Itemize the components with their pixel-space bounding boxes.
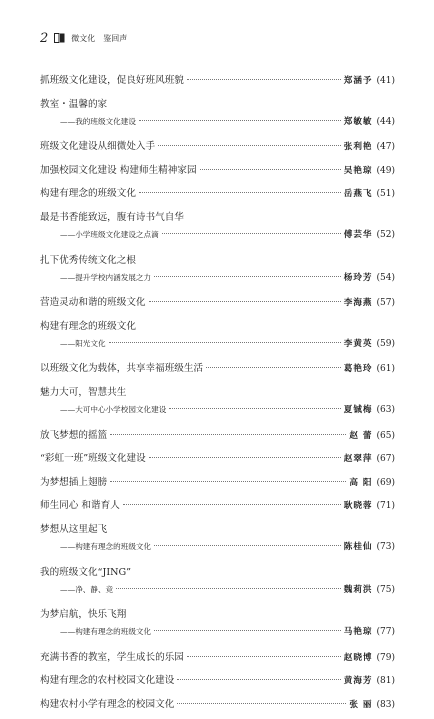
toc-subtitle-row — [40, 625, 395, 649]
toc-page-number: (71) — [376, 501, 395, 512]
dot-leader — [169, 408, 340, 409]
toc-title: 为梦启航，快乐飞翔 — [40, 609, 127, 621]
toc-page-number: (69) — [376, 477, 395, 488]
toc-page-number: (65) — [376, 430, 395, 441]
toc-heading-row — [40, 564, 395, 583]
toc-title: ——构建有理念的班级文化 — [60, 541, 152, 551]
toc-page-number: (61) — [376, 364, 395, 375]
dot-leader — [187, 79, 341, 80]
page-number: 2 — [40, 30, 49, 46]
dot-leader — [149, 301, 341, 302]
toc-author: 张 丽 — [349, 699, 373, 710]
dot-leader — [162, 233, 341, 234]
toc-title: 构建农村小学有理念的校园文化 — [40, 698, 175, 710]
toc-author: 赵晓博 — [343, 652, 373, 663]
toc-author: 郑涵予 — [343, 76, 373, 86]
toc-title: 抓班级文化建设，促良好班风班貌 — [40, 75, 184, 86]
toc-subtitle-row — [40, 540, 395, 564]
toc-row — [40, 138, 395, 162]
toc-subtitle-row — [40, 271, 395, 295]
toc-page-number: (52) — [376, 229, 395, 240]
toc-title: “彩虹一班”班级文化建设 — [40, 453, 146, 465]
toc-row — [40, 672, 395, 696]
toc-subtitle-row — [40, 228, 395, 252]
dot-leader — [154, 630, 341, 631]
toc-title: ——我的班级文化建设 — [60, 116, 136, 126]
toc-row — [40, 649, 395, 673]
toc-title: 构建有理念的农村校园文化建设 — [40, 675, 175, 687]
toc-title: ——小学班级文化建设之点滴 — [60, 229, 159, 239]
toc-page-number: (83) — [376, 699, 395, 710]
series-subtitle: 鉴回声 — [103, 33, 128, 43]
toc-subtitle-row — [40, 403, 395, 427]
toc-page-number: (51) — [376, 189, 395, 200]
toc-heading-row — [40, 606, 395, 625]
toc-row — [40, 497, 395, 521]
dot-leader — [200, 169, 341, 170]
toc-author: 高 阳 — [349, 477, 373, 488]
toc-heading-row — [40, 384, 395, 403]
dot-leader — [139, 120, 341, 121]
toc-author: 夏铖梅 — [343, 404, 373, 415]
toc-page-number: (81) — [376, 676, 395, 687]
book-icon — [54, 33, 65, 43]
toc-heading-row — [40, 209, 395, 228]
toc-row — [40, 162, 395, 186]
toc-row — [40, 72, 395, 96]
toc-author: 魏莉洪 — [343, 584, 373, 595]
toc-author: 陈桂仙 — [343, 541, 373, 552]
toc-title: 构建有理念的班级文化 — [40, 188, 136, 200]
toc-title: ——提升学校内涵发展之力 — [60, 272, 152, 282]
dot-leader — [154, 545, 341, 546]
toc-page-number: (49) — [376, 165, 395, 176]
toc-title: 班级文化建设从细微处入手 — [40, 141, 156, 153]
toc-title: ——净、静、竞 — [60, 584, 114, 594]
toc-title: 最是书香能致远，腹有诗书气自华 — [40, 211, 184, 223]
toc-title: ——阳光文化 — [60, 338, 106, 348]
dot-leader — [187, 656, 341, 657]
toc-title: 梦想从这里起飞 — [40, 523, 108, 535]
toc-author: 杨玲芳 — [343, 272, 373, 283]
dot-leader — [154, 276, 341, 277]
toc-page-number: (59) — [376, 338, 395, 349]
toc-page-number: (41) — [376, 76, 395, 86]
toc-row — [40, 696, 395, 719]
toc-title: 魅力大可，智慧共生 — [40, 386, 127, 398]
toc-page-number: (79) — [376, 652, 395, 663]
running-header — [40, 30, 127, 46]
dot-leader — [139, 192, 341, 193]
toc-title: 师生同心 和谐育人 — [40, 500, 120, 512]
toc-row — [40, 427, 395, 451]
dot-leader — [109, 342, 341, 343]
toc-title: 以班级文化为载体，共享幸福班级生活 — [40, 363, 204, 375]
toc-title: ——构建有理念的班级文化 — [60, 627, 152, 637]
toc-row — [40, 474, 395, 498]
dot-leader — [177, 703, 346, 704]
toc-row — [40, 185, 395, 209]
toc-page-number: (77) — [376, 627, 395, 638]
dot-leader — [149, 457, 341, 458]
toc-page-number: (73) — [376, 541, 395, 552]
toc-author: 赵翠萍 — [343, 454, 373, 465]
toc-row — [40, 294, 395, 318]
toc-subtitle-row — [40, 115, 395, 139]
dot-leader — [116, 588, 341, 589]
toc-heading-row — [40, 96, 395, 115]
toc-row — [40, 450, 395, 474]
toc-title: 为梦想插上翅膀 — [40, 476, 108, 488]
dot-leader — [177, 679, 340, 680]
toc-author: 张利艳 — [343, 142, 373, 153]
dot-leader — [206, 367, 341, 368]
toc-heading-row — [40, 252, 395, 271]
toc-page-number: (57) — [376, 298, 395, 309]
dot-leader — [158, 145, 341, 146]
toc-title: 教室・温馨的家 — [40, 98, 108, 110]
table-of-contents — [40, 72, 395, 719]
toc-author: 李黄英 — [343, 338, 373, 349]
toc-title: 充满书香的教室，学生成长的乐园 — [40, 651, 184, 663]
toc-page-number: (44) — [376, 116, 395, 127]
dot-leader — [123, 504, 341, 505]
toc-page-number: (67) — [376, 454, 395, 465]
toc-author: 傅芸华 — [343, 229, 373, 240]
toc-author: 黄海芳 — [343, 676, 373, 687]
toc-title: ——大可中心小学校园文化建设 — [60, 404, 167, 414]
toc-subtitle-row — [40, 337, 395, 361]
toc-author: 吴艳琼 — [343, 165, 373, 176]
dot-leader — [110, 481, 346, 482]
toc-title: 扎下优秀传统文化之根 — [40, 254, 136, 266]
toc-subtitle-row — [40, 583, 395, 607]
toc-title: 构建有理念的班级文化 — [40, 320, 136, 332]
toc-author: 赵 蕾 — [349, 430, 373, 441]
toc-row — [40, 360, 395, 384]
toc-author: 马艳琼 — [343, 627, 373, 638]
toc-page-number: (75) — [376, 584, 395, 595]
toc-author: 葛艳玲 — [343, 364, 373, 375]
toc-title: 加强校园文化建设 构建师生精神家园 — [40, 164, 197, 176]
toc-author: 耿晓蓉 — [343, 501, 373, 512]
toc-page-number: (54) — [376, 272, 395, 283]
toc-page-number: (63) — [376, 404, 395, 415]
toc-page-number: (47) — [376, 142, 395, 153]
toc-title: 我的班级文化“JING” — [40, 566, 132, 578]
toc-heading-row — [40, 521, 395, 540]
toc-author: 李海燕 — [343, 298, 373, 309]
toc-author: 岳燕飞 — [343, 189, 373, 200]
series-title: 微文化 — [71, 33, 96, 43]
dot-leader — [110, 434, 346, 435]
toc-heading-row — [40, 318, 395, 337]
toc-title: 营造灵动和谐的班级文化 — [40, 297, 146, 309]
toc-author: 郑敏敏 — [343, 116, 373, 127]
toc-title: 放飞梦想的摇篮 — [40, 429, 108, 441]
